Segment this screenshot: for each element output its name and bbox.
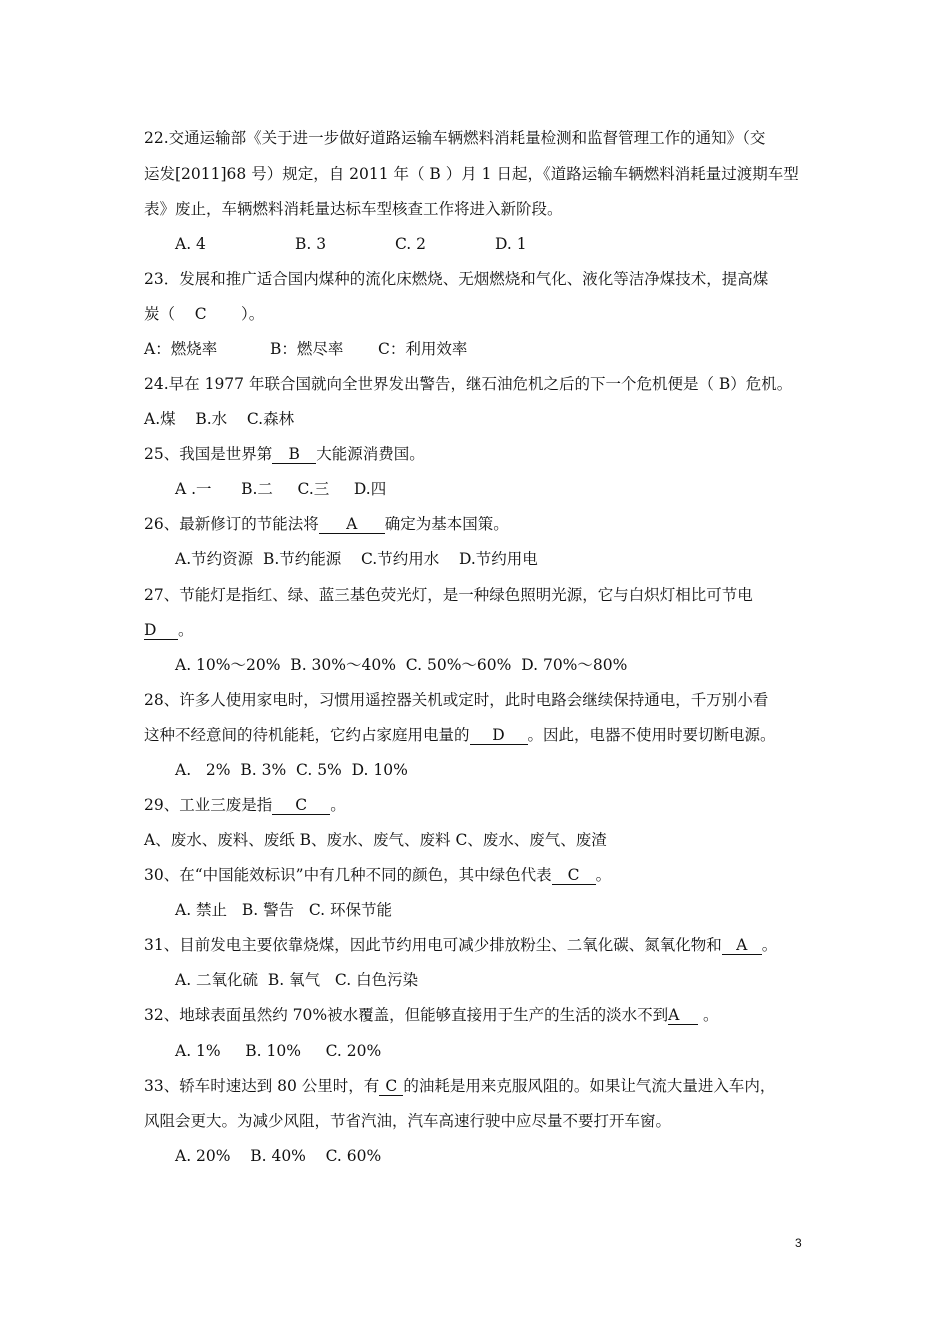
- q24-options: A.煤 B.水 C.森林: [144, 410, 295, 428]
- page-number: 3: [795, 1236, 802, 1250]
- q28-answer-blank: D: [470, 726, 528, 745]
- q27-answer-blank: D: [144, 621, 178, 640]
- question-32: [144, 1004, 719, 1026]
- question-26: [144, 513, 509, 535]
- q32-answer-blank: A: [668, 1006, 698, 1025]
- question-31: [144, 934, 777, 956]
- question-28-line1: 28、许多人使用家电时，习惯用遥控器关机或定时，此时电路会继续保持通电，千万别小看: [144, 691, 769, 709]
- q31-prefix: 31、目前发电主要依靠烧煤，因此节约用电可减少排放粉尘、二氧化碳、氮氧化物和: [144, 936, 722, 954]
- q25-suffix: 大能源消费国。: [316, 445, 425, 463]
- q28-suffix: 。因此，电器不使用时要切断电源。: [527, 726, 776, 744]
- q30-answer-blank: C: [552, 866, 596, 885]
- q23-option-c: C：利用效率: [378, 340, 468, 358]
- q30-suffix: 。: [595, 866, 612, 884]
- question-27-line2: [144, 619, 194, 641]
- q31-options: A. 二氧化硫 B. 氧气 C. 白色污染: [175, 971, 419, 989]
- q31-answer-blank: A: [722, 936, 762, 955]
- q33-suffix: 的油耗是用来克服风阻的。如果让气流大量进入车内，: [403, 1077, 776, 1095]
- q25-prefix: 25、我国是世界第: [144, 445, 273, 463]
- q33-prefix: 33、轿车时速达到 80 公里时，有: [144, 1077, 380, 1095]
- q22-option-a: A. 4: [175, 235, 206, 253]
- question-23-line1: 23．发展和推广适合国内煤种的流化床燃烧、无烟燃烧和气化、液化等洁净煤技术，提高煤: [144, 270, 769, 288]
- q27-suffix: 。: [178, 621, 194, 639]
- question-22-line2: 运发[2011]68 号）规定，自 2011 年（ B ）月 1 日起，《道路运输车辆燃料消耗量过渡期车型: [144, 165, 799, 183]
- question-23-line2: 炭（ C ）。: [144, 305, 265, 323]
- q22-option-b: B. 3: [295, 235, 327, 253]
- question-25: [144, 443, 425, 465]
- q30-prefix: 30、在“中国能效标识”中有几种不同的颜色，其中绿色代表: [144, 866, 552, 884]
- q29-answer-blank: C: [272, 796, 330, 815]
- question-29: [144, 794, 346, 816]
- question-33-line1: [144, 1075, 775, 1097]
- q26-prefix: 26、最新修订的节能法将: [144, 515, 319, 533]
- q23-option-b: B：燃尽率: [270, 340, 344, 358]
- q29-suffix: 。: [330, 796, 346, 814]
- q32-suffix: 。: [698, 1006, 719, 1024]
- q28-prefix: 这种不经意间的待机能耗，它约占家庭用电量的: [144, 726, 470, 744]
- question-22-line1: 22.交通运输部《关于进一步做好道路运输车辆燃料消耗量检测和监督管理工作的通知》（交: [144, 129, 766, 147]
- q27-options: A. 10%～20% B. 30%～40% C. 50%～60% D. 70%～80%: [175, 656, 628, 674]
- question-28-line2: [144, 724, 776, 746]
- q22-option-d: D. 1: [495, 235, 527, 253]
- q25-answer-blank: B: [272, 445, 316, 464]
- q29-options: A、废水、废料、废纸 B、废水、废气、废料 C、废水、废气、废渣: [144, 831, 607, 849]
- q33-answer-blank: C: [379, 1077, 403, 1096]
- q31-suffix: 。: [761, 936, 778, 954]
- q28-options: A. 2% B. 3% C. 5% D. 10%: [175, 761, 408, 779]
- q26-suffix: 确定为基本国策。: [384, 515, 509, 533]
- q33-options: A. 20% B. 40% C. 60%: [175, 1147, 382, 1165]
- q30-options: A. 禁止 B. 警告 C. 环保节能: [175, 901, 393, 919]
- q32-prefix: 32、地球表面虽然约 70%被水覆盖，但能够直接用于生产的生活的淡水不到: [144, 1006, 669, 1024]
- question-27-line1: 27、节能灯是指红、绿、蓝三基色荧光灯，是一种绿色照明光源，它与白炽灯相比可节电: [144, 586, 753, 604]
- q26-options: A.节约资源 B.节约能源 C.节约用水 D.节约用电: [175, 550, 538, 568]
- q22-option-c: C. 2: [395, 235, 427, 253]
- q32-options: A. 1% B. 10% C. 20%: [175, 1042, 382, 1060]
- q25-options: A .一 B.二 C.三 D.四: [175, 480, 387, 498]
- question-30: [144, 864, 611, 886]
- question-24-line1: 24.早在 1977 年联合国就向全世界发出警告，继石油危机之后的下一个危机便是（ B）危机。: [144, 375, 793, 393]
- question-33-line2: 风阻会更大。为减少风阻，节省汽油，汽车高速行驶中应尽量不要打开车窗。: [144, 1112, 672, 1130]
- q23-option-a: A：燃烧率: [144, 340, 218, 358]
- question-22-line3: 表》废止，车辆燃料消耗量达标车型核查工作将进入新阶段。: [144, 200, 563, 218]
- q26-answer-blank: A: [319, 515, 385, 534]
- q29-prefix: 29、工业三废是指: [144, 796, 273, 814]
